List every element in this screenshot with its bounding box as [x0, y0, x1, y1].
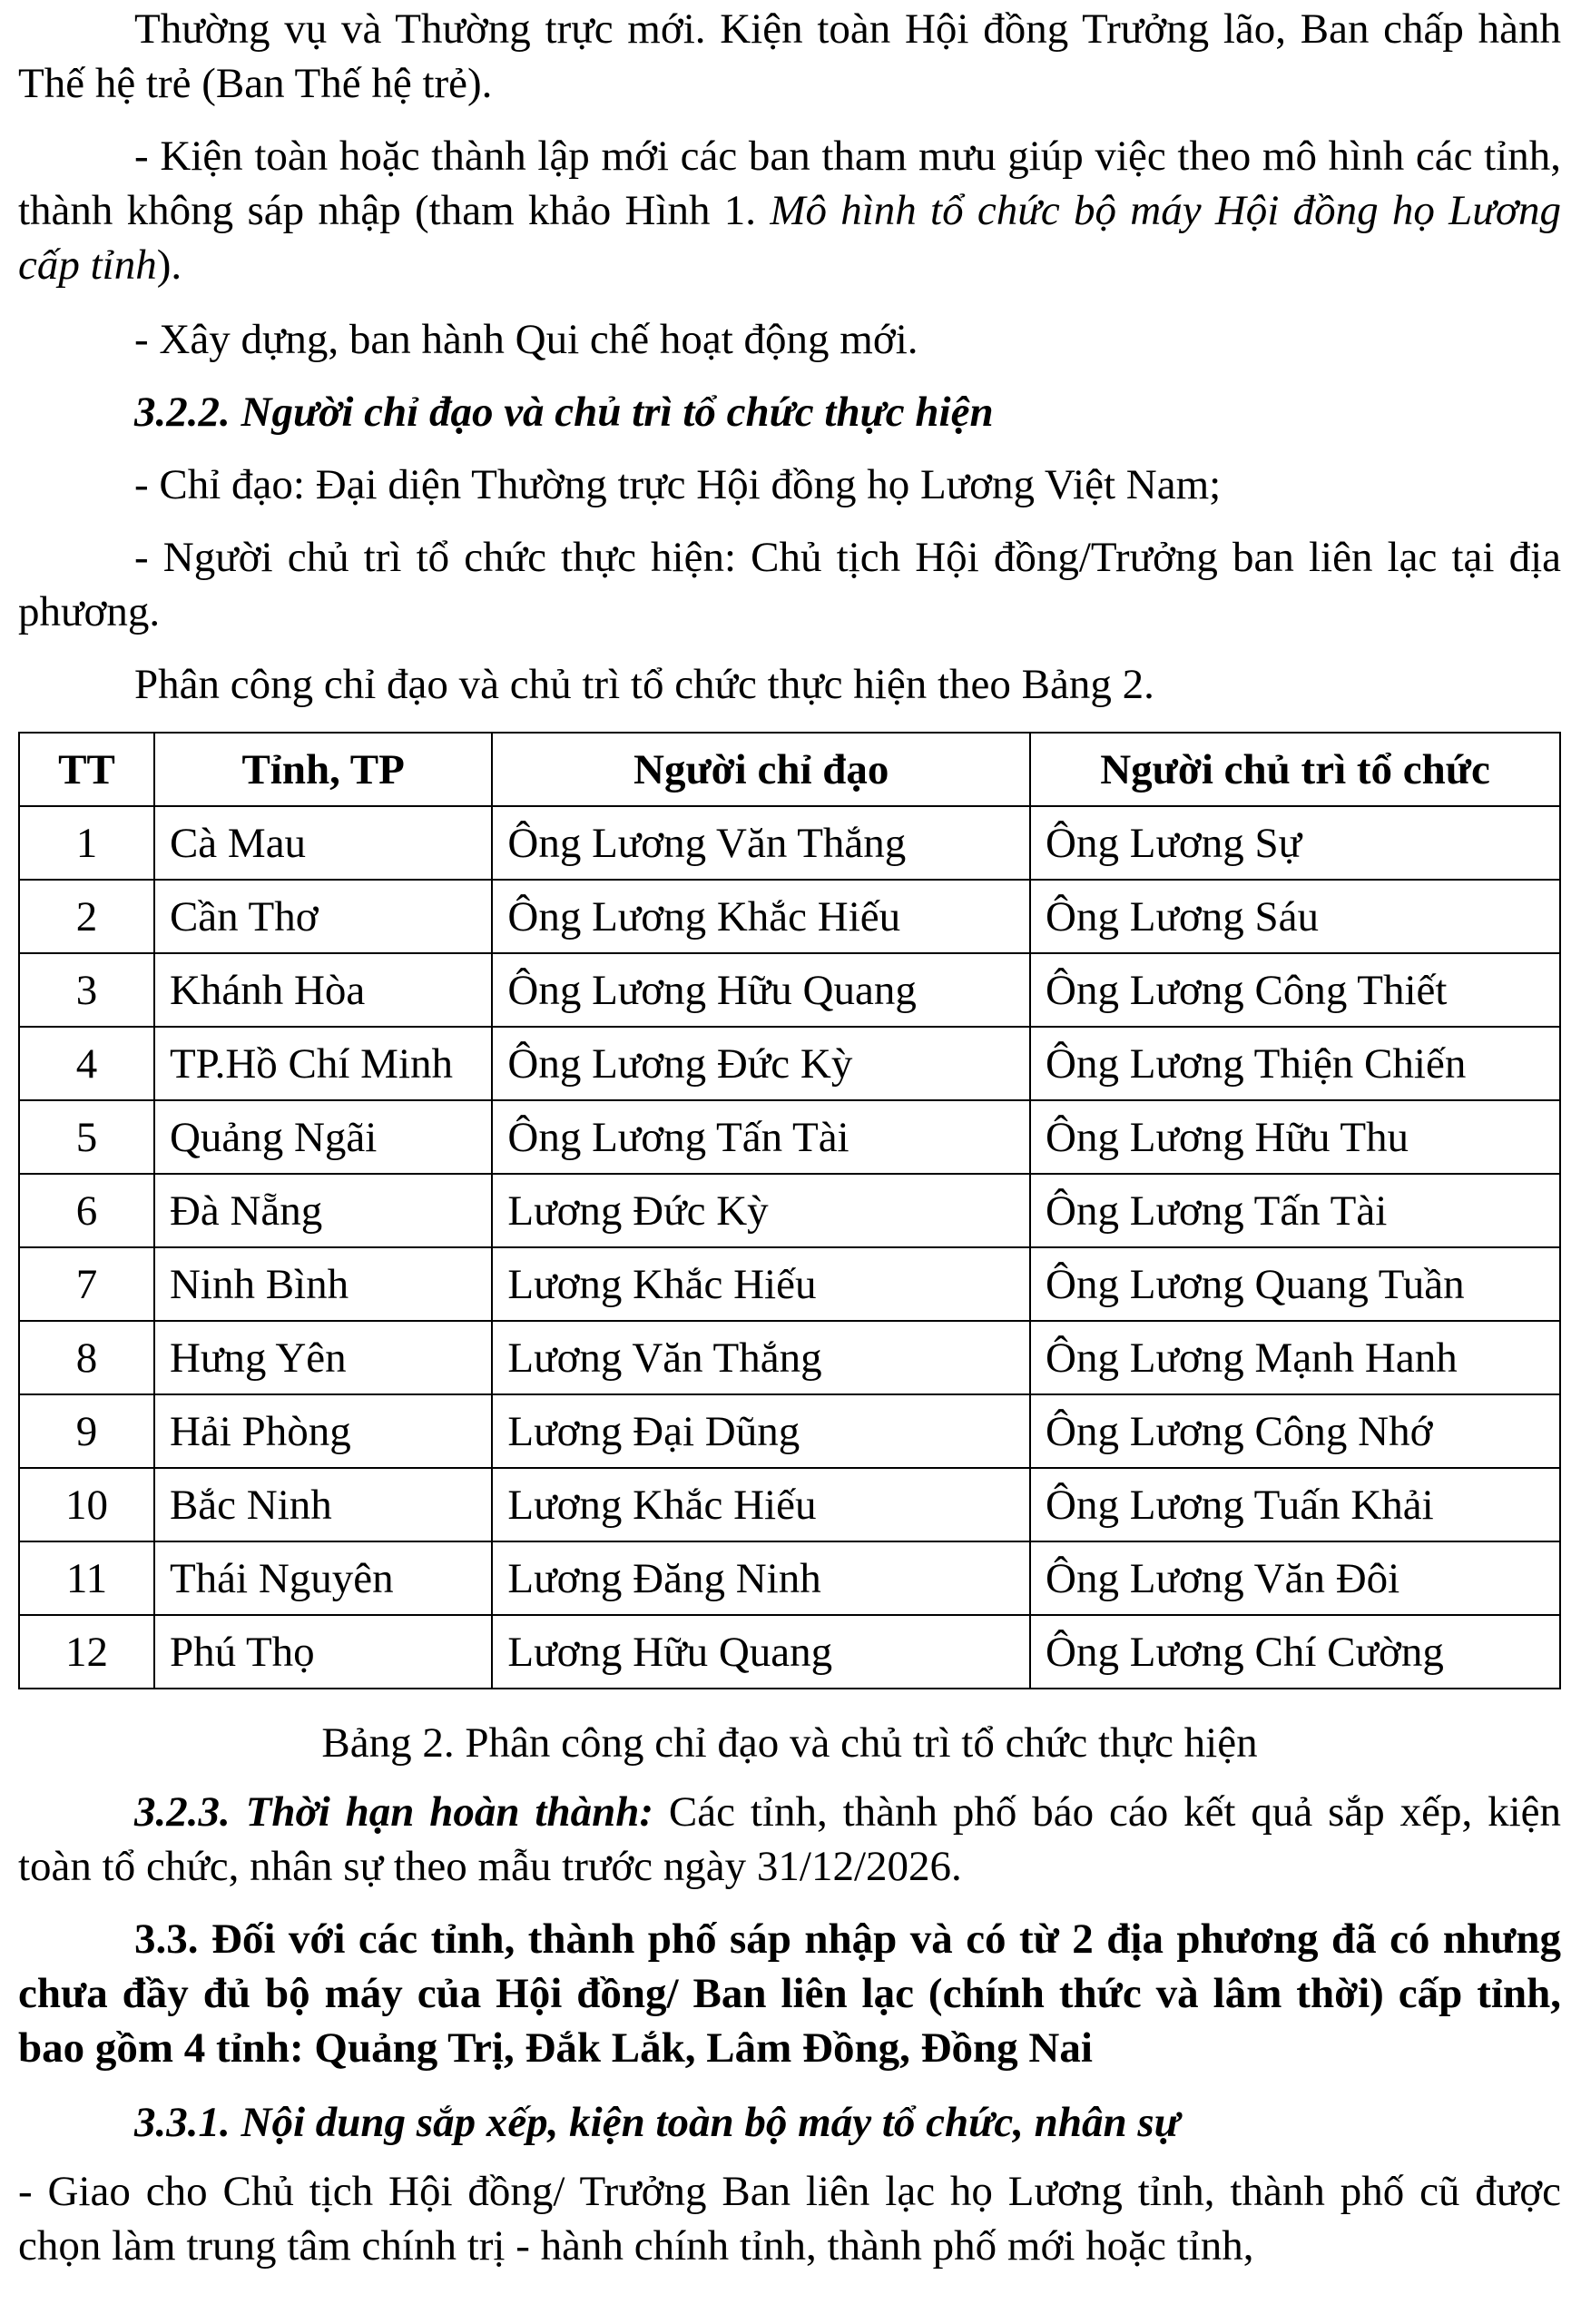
cell-director: Lương Đại Dũng: [492, 1394, 1030, 1468]
table-row: [19, 1100, 1560, 1174]
cell-province: Đà Nẵng: [154, 1174, 492, 1247]
assignment-table: [18, 732, 1561, 1689]
figure-reference: Mô hình tổ chức bộ máy Hội đồng họ Lương cấp tỉnh: [18, 187, 1561, 289]
cell-organizer: Ông Lương Sự: [1030, 806, 1560, 880]
section-323-paragraph: [18, 1785, 1561, 1894]
section-323-text: Các tỉnh, thành phố báo cáo kết quả sắp xếp, kiện toàn tổ chức, nhân sự theo mẫu trước ngày 31/12/2026.: [18, 1788, 1562, 1890]
table-header-row: [19, 733, 1560, 806]
header-director: Người chỉ đạo: [492, 733, 1030, 806]
cell-tt: 1: [19, 806, 154, 880]
cell-tt: 6: [19, 1174, 154, 1247]
cell-director: Lương Đăng Ninh: [492, 1541, 1030, 1615]
cell-tt: 10: [19, 1468, 154, 1541]
cell-tt: 2: [19, 880, 154, 953]
cell-organizer: Ông Lương Hữu Thu: [1030, 1100, 1560, 1174]
section-322-table-intro: Phân công chỉ đạo và chủ trì tổ chức thực hiện theo Bảng 2.: [134, 661, 1154, 708]
table-row: [19, 880, 1560, 953]
cell-organizer: Ông Lương Văn Đôi: [1030, 1541, 1560, 1615]
cell-director: Lương Khắc Hiếu: [492, 1247, 1030, 1321]
cell-director: Lương Văn Thắng: [492, 1321, 1030, 1394]
intro-item-1-suffix: ).: [156, 241, 182, 289]
table-row: [19, 1615, 1560, 1689]
cell-director: Ông Lương Tấn Tài: [492, 1100, 1030, 1174]
cell-organizer: Ông Lương Quang Tuần: [1030, 1247, 1560, 1321]
cell-tt: 5: [19, 1100, 154, 1174]
table-row: [19, 1541, 1560, 1615]
cell-organizer: Ông Lương Mạnh Hanh: [1030, 1321, 1560, 1394]
intro-item-2: - Xây dựng, ban hành Qui chế hoạt động mới.: [134, 316, 918, 363]
cell-director: Ông Lương Đức Kỳ: [492, 1027, 1030, 1100]
cell-province: Khánh Hòa: [154, 953, 492, 1027]
section-331-heading: 3.3.1. Nội dung sắp xếp, kiện toàn bộ máy tổ chức, nhân sự: [134, 2099, 1180, 2146]
table-row: [19, 806, 1560, 880]
intro-item-1: [18, 129, 1561, 292]
cell-organizer: Ông Lương Thiện Chiến: [1030, 1027, 1560, 1100]
header-organizer: Người chủ trì tổ chức: [1030, 733, 1560, 806]
cell-tt: 8: [19, 1321, 154, 1394]
table-row: [19, 1247, 1560, 1321]
cell-director: Lương Khắc Hiếu: [492, 1468, 1030, 1541]
section-323-heading: 3.2.3. Thời hạn hoàn thành:: [134, 1788, 654, 1836]
table-row: [19, 953, 1560, 1027]
cell-province: Bắc Ninh: [154, 1468, 492, 1541]
section-33-heading: 3.3. Đối với các tỉnh, thành phố sáp nhập và có từ 2 địa phương đã có nhưng chưa đầy đủ bộ máy của Hội đồng/ Ban liên lạc (chính thức và lâm thời) cấp tỉnh, bao gồm 4 tỉnh: Quảng Trị, Đắk Lắk, Lâm Đồng, Đồng Nai: [18, 1915, 1561, 2072]
cell-province: Ninh Bình: [154, 1247, 492, 1321]
cell-province: Cà Mau: [154, 806, 492, 880]
cell-organizer: Ông Lương Chí Cường: [1030, 1615, 1560, 1689]
table-row: [19, 1468, 1560, 1541]
cell-province: Cần Thơ: [154, 880, 492, 953]
cell-director: Ông Lương Khắc Hiếu: [492, 880, 1030, 953]
table-row: [19, 1321, 1560, 1394]
cell-director: Lương Đức Kỳ: [492, 1174, 1030, 1247]
cell-director: Ông Lương Văn Thắng: [492, 806, 1030, 880]
section-322-directive: - Chỉ đạo: Đại diện Thường trực Hội đồng họ Lương Việt Nam;: [134, 461, 1222, 508]
cell-tt: 12: [19, 1615, 154, 1689]
table-row: [19, 1174, 1560, 1247]
table-row: [19, 1394, 1560, 1468]
cell-organizer: Ông Lương Công Thiết: [1030, 953, 1560, 1027]
cell-province: Thái Nguyên: [154, 1541, 492, 1615]
header-province: Tỉnh, TP: [154, 733, 492, 806]
cell-province: TP.Hồ Chí Minh: [154, 1027, 492, 1100]
cell-province: Phú Thọ: [154, 1615, 492, 1689]
cell-organizer: Ông Lương Tuấn Khải: [1030, 1468, 1560, 1541]
cell-tt: 9: [19, 1394, 154, 1468]
cell-tt: 3: [19, 953, 154, 1027]
section-331-item-1: - Giao cho Chủ tịch Hội đồng/ Trưởng Ban liên lạc họ Lương tỉnh, thành phố cũ được chọn làm trung tâm chính trị - hành chính tỉnh, thành phố mới hoặc tỉnh,: [18, 2168, 1561, 2270]
cell-director: Lương Hữu Quang: [492, 1615, 1030, 1689]
cell-tt: 11: [19, 1541, 154, 1615]
table-caption: Bảng 2. Phân công chỉ đạo và chủ trì tổ chức thực hiện: [321, 1719, 1258, 1767]
cell-organizer: Ông Lương Sáu: [1030, 880, 1560, 953]
section-322-heading: 3.2.2. Người chỉ đạo và chủ trì tổ chức thực hiện: [134, 389, 994, 436]
intro-paragraph: Thường vụ và Thường trực mới. Kiện toàn Hội đồng Trưởng lão, Ban chấp hành Thế hệ trẻ (Ban Thế hệ trẻ).: [18, 5, 1561, 107]
cell-province: Quảng Ngãi: [154, 1100, 492, 1174]
cell-province: Hải Phòng: [154, 1394, 492, 1468]
cell-tt: 4: [19, 1027, 154, 1100]
header-tt: TT: [19, 733, 154, 806]
cell-organizer: Ông Lương Tấn Tài: [1030, 1174, 1560, 1247]
cell-province: Hưng Yên: [154, 1321, 492, 1394]
cell-tt: 7: [19, 1247, 154, 1321]
intro-item-1-text: - Kiện toàn hoặc thành lập mới các ban tham mưu giúp việc theo mô hình các tỉnh, thành không sáp nhập (tham khảo Hình 1.: [18, 133, 1561, 234]
cell-director: Ông Lương Hữu Quang: [492, 953, 1030, 1027]
section-322-organizer: - Người chủ trì tổ chức thực hiện: Chủ tịch Hội đồng/Trưởng ban liên lạc tại địa phương.: [18, 534, 1561, 635]
cell-organizer: Ông Lương Công Nhớ: [1030, 1394, 1560, 1468]
table-row: [19, 1027, 1560, 1100]
